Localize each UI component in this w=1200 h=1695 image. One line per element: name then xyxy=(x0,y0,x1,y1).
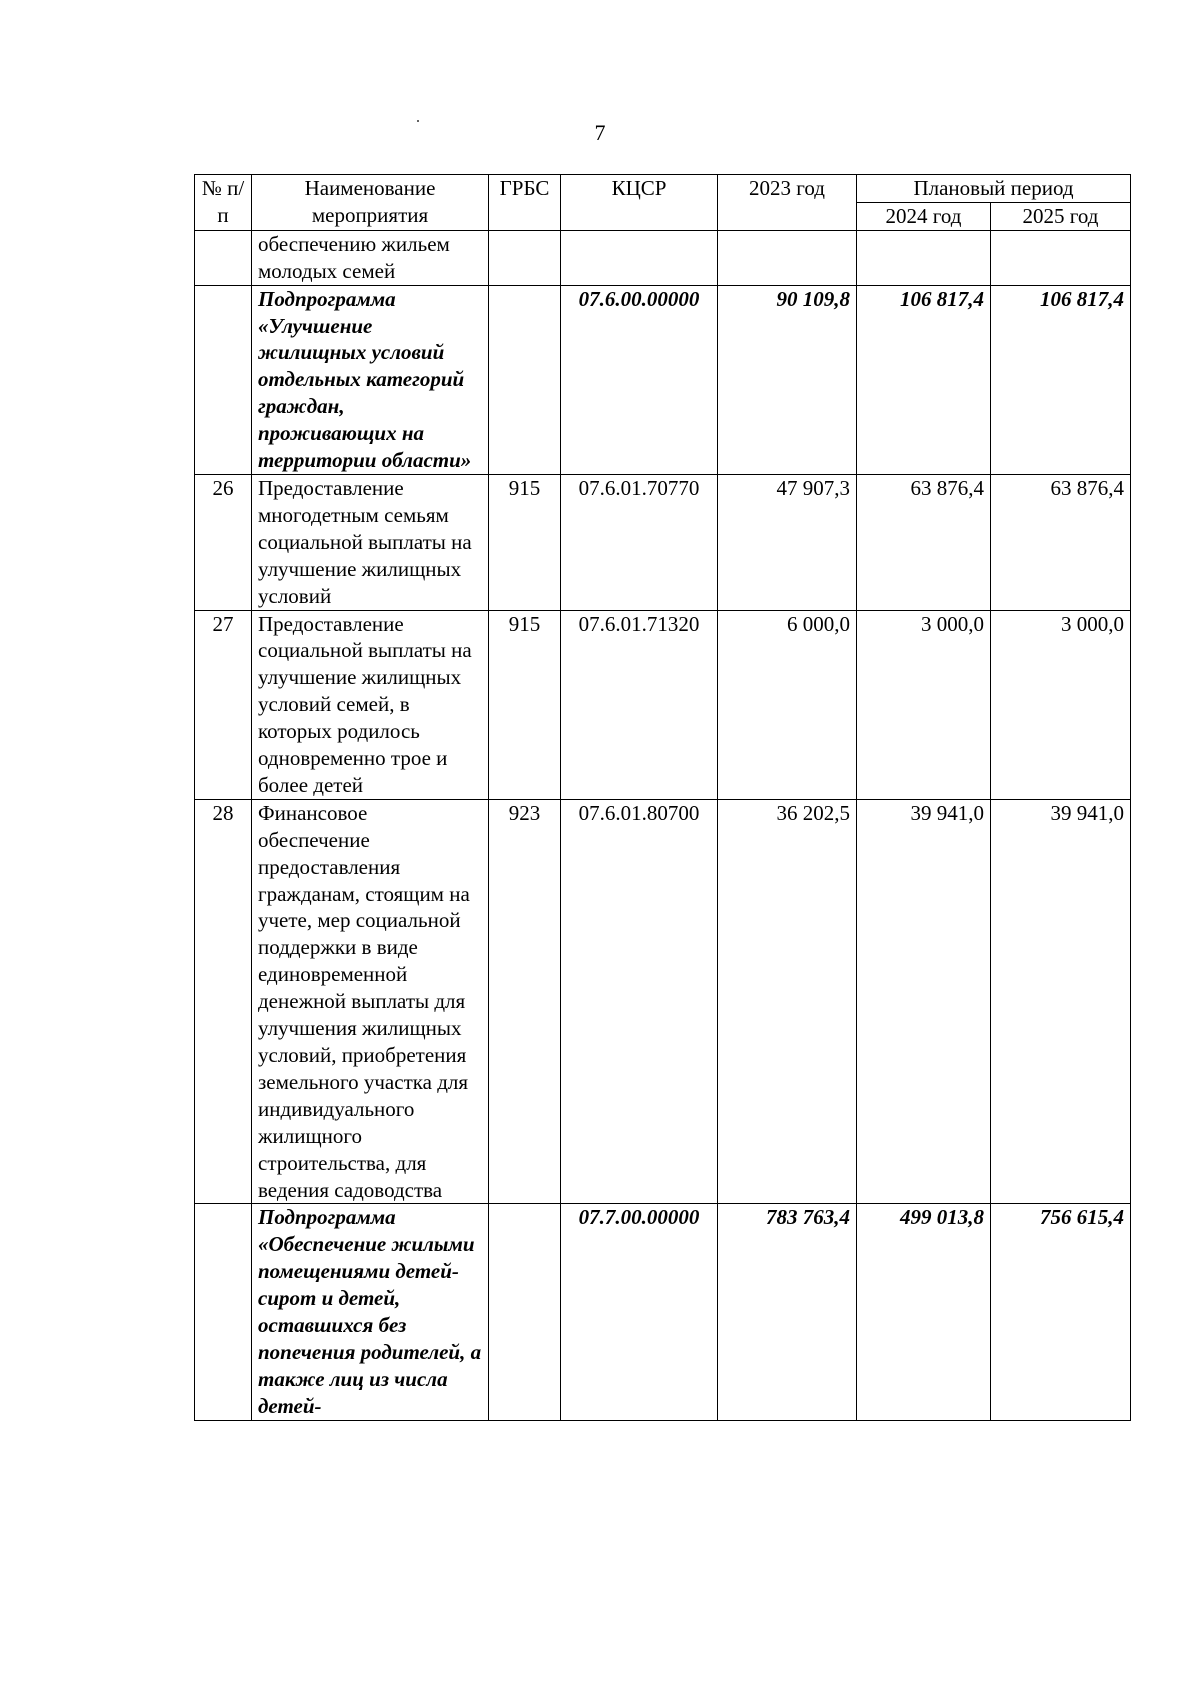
row-2023: 90 109,8 xyxy=(718,285,857,474)
row-2023 xyxy=(718,230,857,285)
row-2023: 47 907,3 xyxy=(718,474,857,610)
table-row xyxy=(195,230,1131,285)
header-grbs: ГРБС xyxy=(489,175,561,231)
row-num: 27 xyxy=(195,610,252,799)
header-name: Наименование мероприятия xyxy=(252,175,489,231)
row-grbs: 915 xyxy=(489,610,561,799)
row-2023: 6 000,0 xyxy=(718,610,857,799)
row-grbs: 915 xyxy=(489,474,561,610)
row-name: Подпрограмма «Улучшение жилищных условий отдельных категорий граждан, проживающих на территории области» xyxy=(252,285,489,474)
row-kcsr xyxy=(561,230,718,285)
header-kcsr: КЦСР xyxy=(561,175,718,231)
budget-table xyxy=(194,174,1131,1421)
header-2023: 2023 год xyxy=(718,175,857,231)
table-row xyxy=(195,610,1131,799)
row-kcsr: 07.7.00.00000 xyxy=(561,1204,718,1420)
row-num xyxy=(195,230,252,285)
row-2024: 499 013,8 xyxy=(857,1204,991,1420)
header-2025: 2025 год xyxy=(991,202,1131,230)
row-2024 xyxy=(857,230,991,285)
row-2024: 3 000,0 xyxy=(857,610,991,799)
row-name: Подпрограмма «Обеспечение жилыми помещениями детей-сирот и детей, оставшихся без попечения родителей, а также лиц из числа детей- xyxy=(252,1204,489,1420)
row-kcsr: 07.6.01.70770 xyxy=(561,474,718,610)
row-name: обеспечению жильем молодых семей xyxy=(252,230,489,285)
table-row xyxy=(195,474,1131,610)
row-2023: 36 202,5 xyxy=(718,799,857,1204)
header-planned-period: Плановый период xyxy=(857,175,1131,203)
row-kcsr: 07.6.01.71320 xyxy=(561,610,718,799)
row-num: 26 xyxy=(195,474,252,610)
row-2025: 39 941,0 xyxy=(991,799,1131,1204)
row-name: Предоставление многодетным семьям социальной выплаты на улучшение жилищных условий xyxy=(252,474,489,610)
row-2024: 63 876,4 xyxy=(857,474,991,610)
row-num xyxy=(195,285,252,474)
row-2025: 63 876,4 xyxy=(991,474,1131,610)
scan-speck xyxy=(417,120,419,122)
row-2025: 756 615,4 xyxy=(991,1204,1131,1420)
row-grbs xyxy=(489,230,561,285)
row-2024: 39 941,0 xyxy=(857,799,991,1204)
row-grbs: 923 xyxy=(489,799,561,1204)
row-num xyxy=(195,1204,252,1420)
row-2025: 106 817,4 xyxy=(991,285,1131,474)
row-name: Предоставление социальной выплаты на улучшение жилищных условий семей, в которых родилось одновременно трое и более детей xyxy=(252,610,489,799)
page-number: 7 xyxy=(594,120,606,145)
row-2024: 106 817,4 xyxy=(857,285,991,474)
row-kcsr: 07.6.01.80700 xyxy=(561,799,718,1204)
row-2025: 3 000,0 xyxy=(991,610,1131,799)
row-2025 xyxy=(991,230,1131,285)
subprogram-row xyxy=(195,1204,1131,1420)
header-2024: 2024 год xyxy=(857,202,991,230)
row-name: Финансовое обеспечение предоставления гражданам, стоящим на учете, мер социальной поддержки в виде единовременной денежной выплаты для улучшения жилищных условий, приобретения земельного участка для индивидуального жилищного строительства, для ведения садоводства xyxy=(252,799,489,1204)
table-row xyxy=(195,799,1131,1204)
row-grbs xyxy=(489,285,561,474)
row-kcsr: 07.6.00.00000 xyxy=(561,285,718,474)
header-row-1 xyxy=(195,175,1131,203)
row-2023: 783 763,4 xyxy=(718,1204,857,1420)
row-num: 28 xyxy=(195,799,252,1204)
subprogram-row xyxy=(195,285,1131,474)
row-grbs xyxy=(489,1204,561,1420)
header-num: № п/п xyxy=(195,175,252,231)
